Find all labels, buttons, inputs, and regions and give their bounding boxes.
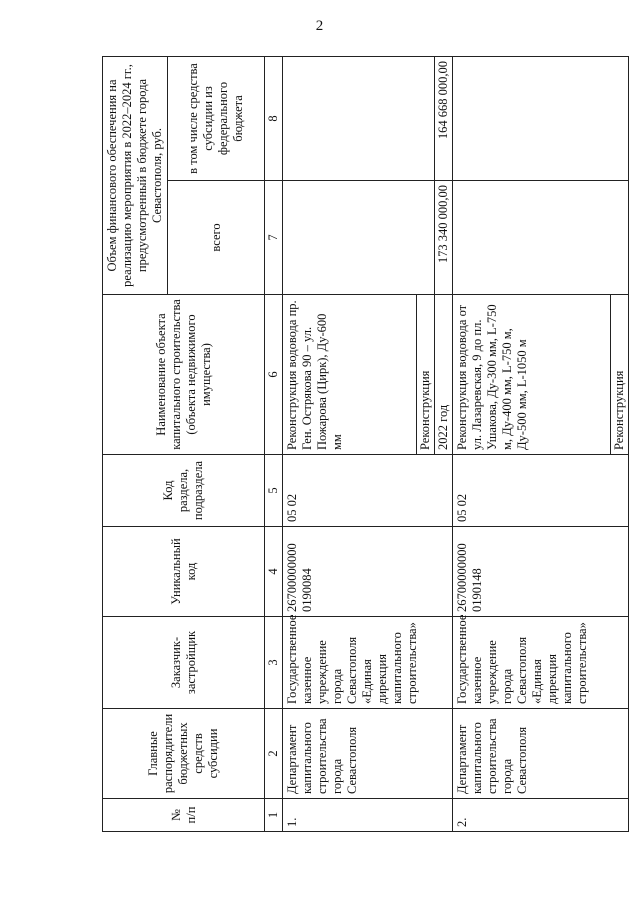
row-total: 173 340 000,00: [435, 181, 453, 295]
table-row: [453, 56, 611, 831]
row-object-name: Реконструкция водовода пр. Ген. Острякова 90 – ул. Пожарова (Цирк), Ду-600 мм: [283, 295, 417, 455]
header-object-name: Наименование объекта капитального строительства (объекта недвижимого имущества): [103, 295, 265, 455]
column-number: 1: [265, 799, 283, 832]
row-year: 2022 год: [435, 295, 453, 455]
header-unique-code: Уникальный код: [103, 527, 265, 617]
row-num: 2.: [453, 799, 629, 832]
column-number: 2: [265, 709, 283, 799]
header-distributor: Главные распорядители бюджетных средств субсидии: [103, 709, 265, 799]
column-number: 6: [265, 295, 283, 455]
header-federal: в том числе средства субсидии из федерального бюджета: [168, 56, 265, 180]
header-num: № п/п: [103, 799, 265, 832]
table-row: [283, 56, 417, 831]
header-section-code: Код раздела, подраздела: [103, 455, 265, 527]
row-unique-code: 26700000000 0190084: [283, 527, 453, 617]
column-number: 7: [265, 181, 283, 295]
page-number: 2: [315, 18, 324, 34]
row-unique-code: 26700000000 0190148: [453, 527, 629, 617]
row-federal: 164 668 000,00: [435, 56, 453, 180]
header-funding: Объем финансового обеспечения на реализацию мероприятия в 2022–2024 гг., предусмотренный в бюджете города Севастополя, руб.: [103, 56, 168, 294]
row-federal-empty: [283, 56, 435, 180]
row-num: 1.: [283, 799, 453, 832]
column-number: 3: [265, 617, 283, 709]
column-number: 4: [265, 527, 283, 617]
row-object-name: Реконструкция водовода от ул. Лазаревская, 9 до пл. Ушакова, Ду-300 мм, L-750 м, Ду-400 мм, L-750 м, Ду-500 мм, L-1050 м: [453, 295, 611, 455]
row-distributor: Департамент капитального строительства города Севастополя: [283, 709, 453, 799]
row-work-type: Реконструкция: [611, 295, 629, 455]
column-number: 8: [265, 56, 283, 180]
row-work-type: Реконструкция: [417, 295, 435, 455]
row-federal-empty: [453, 56, 629, 180]
row-distributor: Департамент капитального строительства города Севастополя: [453, 709, 629, 799]
header-row-1: [103, 56, 168, 831]
row-section-code: 05 02: [453, 455, 629, 527]
header-customer: Заказчик-застройщик: [103, 617, 265, 709]
row-customer: Государственное казенное учреждение города Севастополя «Единая дирекция капитального строительства»: [283, 617, 453, 709]
subsidy-table: [102, 56, 629, 832]
row-customer: Государственное казенное учреждение города Севастополя «Единая дирекция капитального строительства»: [453, 617, 629, 709]
column-number-row: [265, 56, 283, 831]
header-total: всего: [168, 181, 265, 295]
row-section-code: 05 02: [283, 455, 453, 527]
row-total-empty: [283, 181, 435, 295]
row-total-empty: [453, 181, 629, 295]
rotated-table-container: [102, 57, 629, 832]
column-number: 5: [265, 455, 283, 527]
